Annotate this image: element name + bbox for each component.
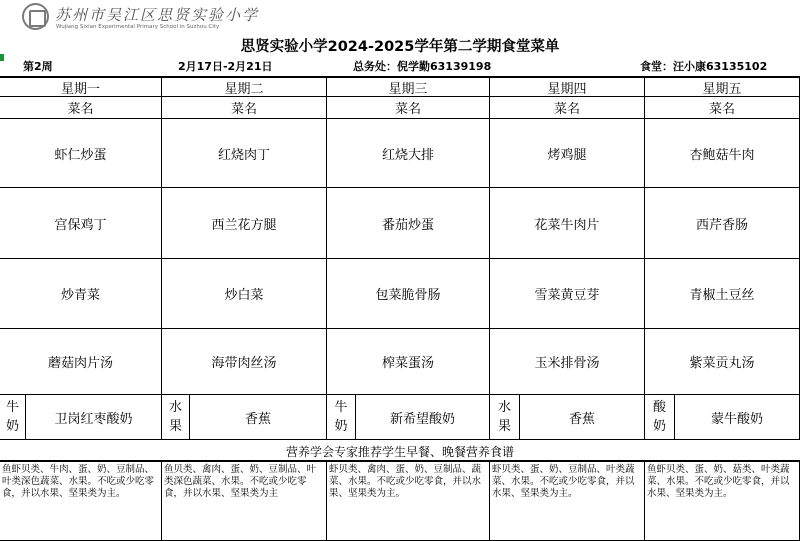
extra-type-label-thu bbox=[490, 395, 520, 440]
general-affairs-contact: 总务处：倪学勤63139198 bbox=[353, 60, 492, 73]
extra-type-label-tue bbox=[162, 395, 190, 440]
nutrition-recommendation: 鱼虾贝类、牛肉、蛋、奶、豆制品、叶类深色蔬菜、水果。不吃或少吃零食，并以水果、坚果类为主。 bbox=[0, 462, 162, 541]
extra-item-fri: 蒙牛酸奶 bbox=[675, 395, 800, 440]
extra-type-label-wed bbox=[327, 395, 356, 440]
dish-cell: 烤鸡腿 bbox=[490, 119, 645, 188]
extra-type-char: 奶 bbox=[334, 419, 348, 434]
extra-type-char: 奶 bbox=[5, 419, 19, 434]
day-header-fri: 星期五 bbox=[645, 78, 800, 97]
dish-cell: 西兰花方腿 bbox=[162, 188, 327, 259]
nutrition-recommendation: 虾贝类、蛋、奶、豆制品、叶类蔬菜、水果。不吃或少吃零食，并以水果、坚果类为主。 bbox=[490, 462, 645, 541]
dish-cell: 紫菜贡丸汤 bbox=[645, 329, 800, 395]
extra-type-char: 牛 bbox=[5, 400, 19, 415]
extra-type-char: 酸 bbox=[652, 400, 666, 415]
nutrition-recommendation: 鱼贝类、禽肉、蛋、奶、豆制品、叶类深色蔬菜、水果。不吃或少吃零食，并以水果、坚果类为主 bbox=[162, 462, 327, 541]
logo-school-name-en: Wujiang Sixian Experimental Primary School in Suzhou City bbox=[56, 24, 220, 30]
dish-cell: 花菜牛肉片 bbox=[490, 188, 645, 259]
dish-cell: 宫保鸡丁 bbox=[0, 188, 162, 259]
extra-type-char: 果 bbox=[497, 419, 511, 434]
menu-label-wed: 菜名 bbox=[327, 97, 490, 119]
day-header-wed: 星期三 bbox=[327, 78, 490, 97]
extra-type-char: 水 bbox=[168, 400, 182, 415]
menu-label-tue: 菜名 bbox=[162, 97, 327, 119]
extra-item-tue: 香蕉 bbox=[190, 395, 327, 440]
menu-label-fri: 菜名 bbox=[645, 97, 800, 119]
extra-type-char: 水 bbox=[497, 400, 511, 415]
dish-cell: 海带肉丝汤 bbox=[162, 329, 327, 395]
canteen-contact: 食堂：汪小康63135102 bbox=[640, 60, 768, 73]
date-range: 2月17日-2月21日 bbox=[178, 60, 273, 73]
cell-corner-marker bbox=[0, 54, 4, 61]
week-number: 第2周 bbox=[23, 60, 53, 73]
nutrition-recommendation: 虾贝类、禽肉、蛋、奶、豆制品、蔬菜、水果。不吃或少吃零食，并以水果、坚果类为主。 bbox=[327, 462, 490, 541]
logo-school-name: 苏州市吴江区思贤实验小学 bbox=[55, 6, 260, 24]
day-header-tue: 星期二 bbox=[162, 78, 327, 97]
extra-item-thu: 香蕉 bbox=[520, 395, 645, 440]
school-logo bbox=[22, 3, 260, 33]
dish-cell: 蘑菇肉片汤 bbox=[0, 329, 162, 395]
dish-cell: 西芹香肠 bbox=[645, 188, 800, 259]
nutrition-section-title: 营养学会专家推荐学生早餐、晚餐营养食谱 bbox=[285, 445, 514, 459]
dish-cell: 包菜脆骨肠 bbox=[327, 259, 490, 329]
dish-cell: 炒白菜 bbox=[162, 259, 327, 329]
day-header-thu: 星期四 bbox=[490, 78, 645, 97]
dish-cell: 炒青菜 bbox=[0, 259, 162, 329]
school-emblem-icon bbox=[22, 3, 49, 30]
extra-type-char: 果 bbox=[168, 419, 182, 434]
extra-type-char: 牛 bbox=[334, 400, 348, 415]
extra-type-char: 奶 bbox=[652, 419, 666, 434]
menu-label-mon: 菜名 bbox=[0, 97, 162, 119]
page-title: 思贤实验小学2024-2025学年第二学期食堂菜单 bbox=[240, 39, 560, 55]
extra-item-wed: 新希望酸奶 bbox=[356, 395, 490, 440]
dish-cell: 榨菜蛋汤 bbox=[327, 329, 490, 395]
day-header-mon: 星期一 bbox=[0, 78, 162, 97]
dish-cell: 红烧大排 bbox=[327, 119, 490, 188]
extra-type-label-mon bbox=[0, 395, 26, 440]
dish-cell: 青椒土豆丝 bbox=[645, 259, 800, 329]
dish-cell: 红烧肉丁 bbox=[162, 119, 327, 188]
dish-cell: 杏鲍菇牛肉 bbox=[645, 119, 800, 188]
dish-cell: 虾仁炒蛋 bbox=[0, 119, 162, 188]
menu-label-thu: 菜名 bbox=[490, 97, 645, 119]
dish-cell: 玉米排骨汤 bbox=[490, 329, 645, 395]
extra-type-label-fri bbox=[645, 395, 675, 440]
extra-item-mon: 卫岗红枣酸奶 bbox=[26, 395, 162, 440]
dish-cell: 雪菜黄豆芽 bbox=[490, 259, 645, 329]
nutrition-recommendation: 鱼虾贝类、蛋、奶、菇类、叶类蔬菜、水果。不吃或少吃零食，并以水果、坚果类为主。 bbox=[645, 462, 800, 541]
dish-cell: 番茄炒蛋 bbox=[327, 188, 490, 259]
